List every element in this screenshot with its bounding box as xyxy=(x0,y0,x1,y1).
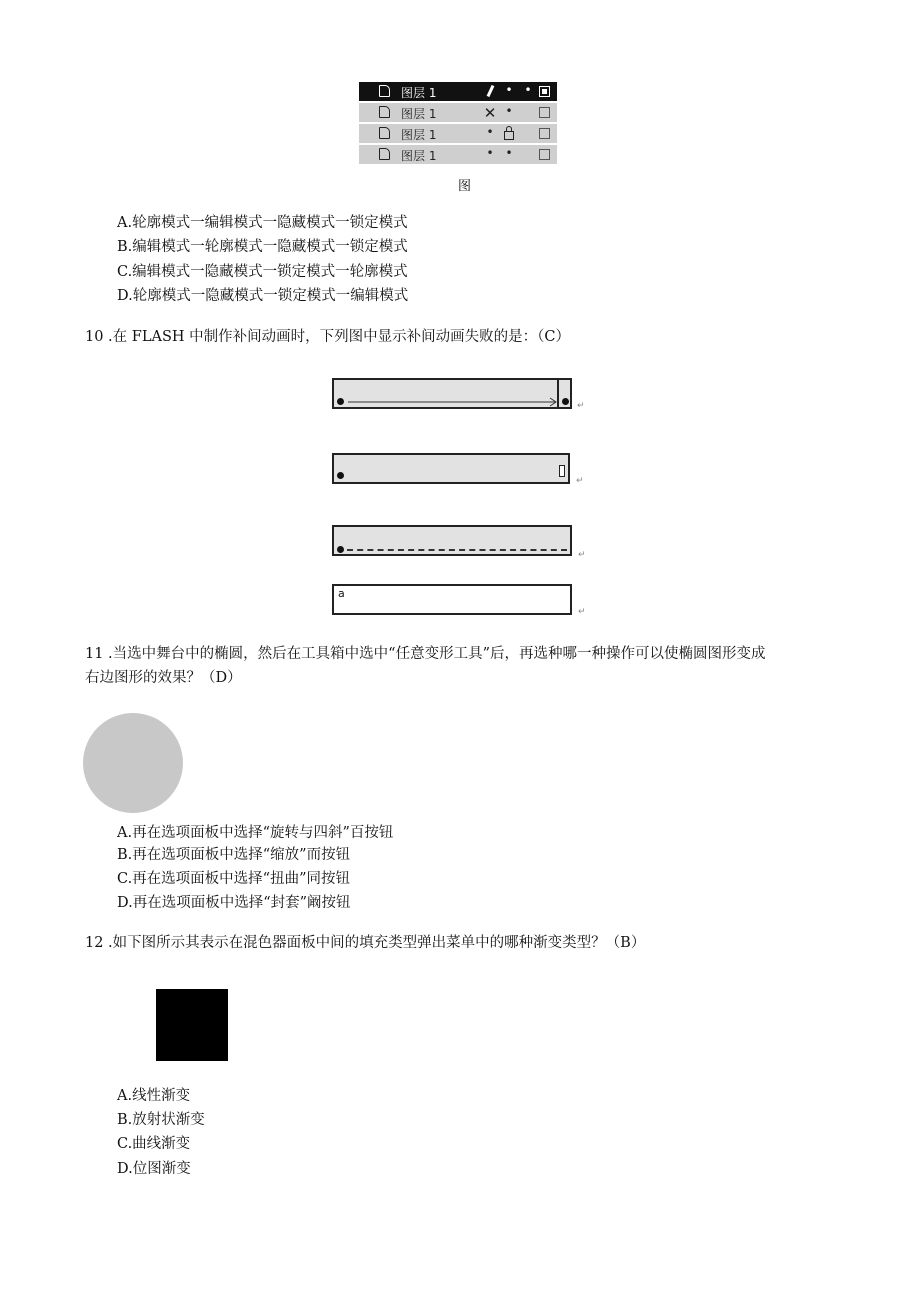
tween-frame-broken xyxy=(332,525,572,556)
lock-icon xyxy=(500,125,518,143)
layer-name: 图层 1 xyxy=(401,86,437,100)
layer-visibility-dot: • xyxy=(486,146,494,160)
outline-square-icon xyxy=(539,86,550,97)
return-mark: ↵ xyxy=(576,476,584,486)
q11-option-d: D.再在选项面板中选择“封套”阚按钮 xyxy=(117,895,351,911)
layer-row xyxy=(359,82,557,101)
q11-option-c: C.再在选项面板中选择“扭曲”同按钮 xyxy=(117,871,351,887)
layer-page-icon xyxy=(379,148,390,160)
layer-lock-dot: • xyxy=(505,104,513,118)
keyframe-dot xyxy=(562,398,569,405)
q10-stem: 10 .在 FLASH 中制作补间动画时，下列图中显示补间动画失败的是：（C） xyxy=(85,329,570,345)
frame-divider xyxy=(557,380,559,407)
layer-row xyxy=(359,124,557,143)
layer-name: 图层 1 xyxy=(401,107,437,121)
q12-option-c: C.曲线渐变 xyxy=(117,1136,191,1152)
return-mark: ↵ xyxy=(578,550,586,560)
layer-lock-dot: • xyxy=(505,146,513,160)
q12-option-d: D.位图渐变 xyxy=(117,1161,191,1177)
frame-label-text: a xyxy=(338,587,345,600)
keyframe-dot xyxy=(337,546,344,553)
ellipse-figure xyxy=(83,713,183,813)
layer-page-icon xyxy=(379,106,390,118)
layer-page-icon xyxy=(379,127,390,139)
q12-option-b: B.放射状渐变 xyxy=(117,1112,205,1128)
q11-option-a: A.再在选项面板中选择“旋转与四斜”百按钮 xyxy=(117,825,394,841)
hidden-x-icon: ✕ xyxy=(483,104,497,122)
layer-name: 图层 1 xyxy=(401,128,437,142)
layer-lock-dot: • xyxy=(524,83,532,97)
gradient-figure xyxy=(156,989,228,1061)
tween-frame-success xyxy=(332,378,572,409)
outline-square-icon xyxy=(539,107,550,118)
q11-stem-line2: 右边图形的效果？（D） xyxy=(85,670,242,686)
layer-page-icon xyxy=(379,85,390,97)
layer-name: 图层 1 xyxy=(401,149,437,163)
broken-tween-line xyxy=(347,549,567,551)
keyframe-dot xyxy=(337,472,344,479)
return-mark: ↵ xyxy=(578,607,586,617)
tween-frame-no-end xyxy=(332,453,570,484)
q11-stem-line1: 11 .当选中舞台中的椭圆，然后在工具箱中选中“任意变形工具”后，再选种哪一种操作可以使椭圆图形变成 xyxy=(85,646,766,662)
q9-option-b: B.编辑模式一轮廓模式一隐藏模式一锁定模式 xyxy=(117,239,408,255)
layer-panel-figure xyxy=(359,82,557,166)
q9-option-a: A.轮廓模式一编辑模式一隐藏模式一锁定模式 xyxy=(117,215,408,231)
q12-stem: 12 .如下图所示其表示在混色器面板中间的填充类型弹出菜单中的哪种渐变类型？（B） xyxy=(85,935,646,951)
q11-option-b: B.再在选项面板中选择“缩放”而按钮 xyxy=(117,847,351,863)
figure-caption: 图 xyxy=(458,179,472,194)
outline-square-icon xyxy=(539,149,550,160)
return-mark: ↵ xyxy=(577,401,585,411)
tween-arrow xyxy=(346,397,560,407)
layer-visibility-dot: • xyxy=(486,125,494,139)
outline-square-icon xyxy=(539,128,550,139)
tween-frame-label xyxy=(332,584,572,615)
q9-option-d: D.轮廓模式一隐藏模式一锁定模式一编辑模式 xyxy=(117,288,409,304)
layer-row xyxy=(359,145,557,164)
layer-row xyxy=(359,103,557,122)
layer-visibility-dot: • xyxy=(505,83,513,97)
keyframe-dot xyxy=(337,398,344,405)
pencil-icon xyxy=(481,83,499,100)
endframe-box xyxy=(559,465,565,477)
q9-option-c: C.编辑模式一隐藏模式一锁定模式一轮廓模式 xyxy=(117,264,408,280)
q12-option-a: A.线性渐变 xyxy=(117,1088,191,1104)
